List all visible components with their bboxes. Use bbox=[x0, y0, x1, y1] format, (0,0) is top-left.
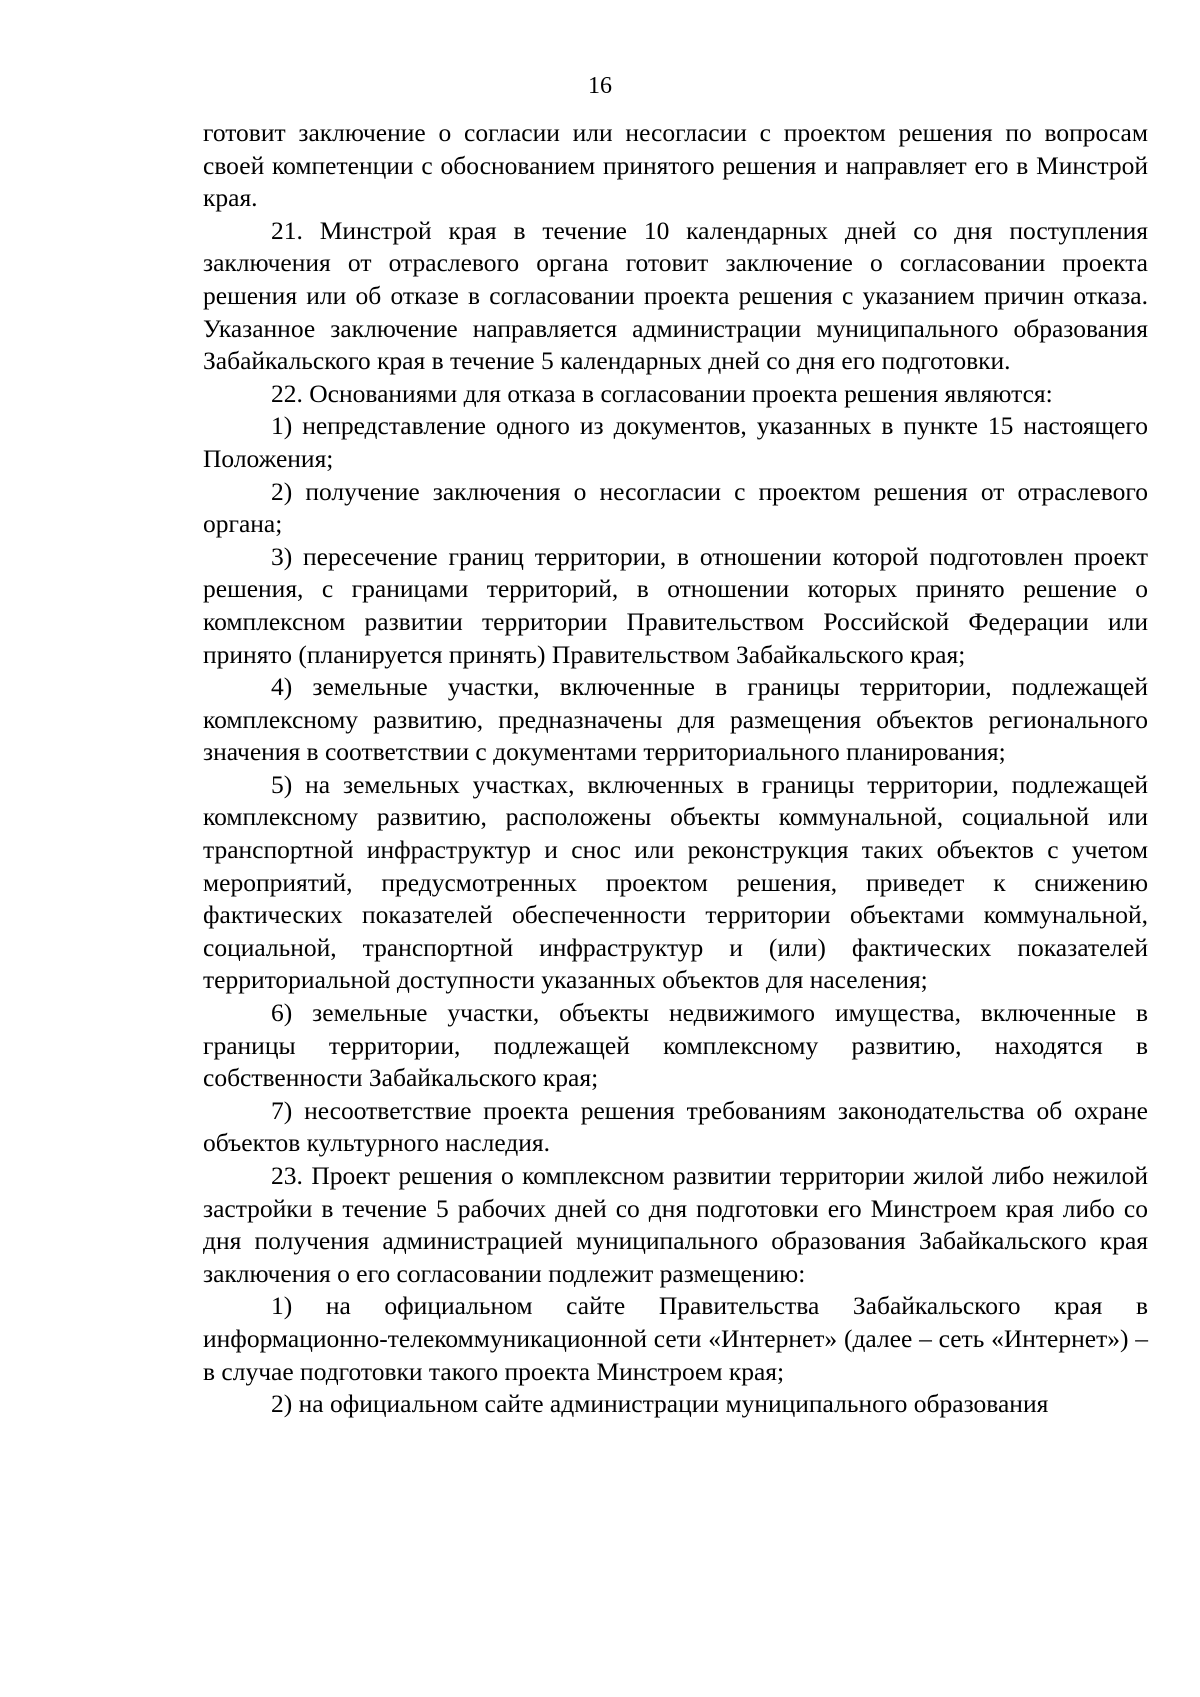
list-item-22-6: 6) земельные участки, объекты недвижимого имущества, включенные в границы территории, подлежащей комплексному развитию, находятся в собственности Забайкальского края; bbox=[203, 998, 1148, 1093]
paragraph-continuation: готовит заключение о согласии или несогласии с проектом решения по вопросам своей компетенции с обоснованием принятого решения и направляет его в Минстрой края. bbox=[203, 118, 1148, 213]
list-item-22-2: 2) получение заключения о несогласии с проектом решения от отраслевого органа; bbox=[203, 476, 1148, 539]
list-item-22-7: 7) несоответствие проекта решения требованиям законодательства об охране объектов культурного наследия. bbox=[203, 1095, 1148, 1158]
list-item-22-5: 5) на земельных участках, включенных в границы территории, подлежащей комплексному развитию, расположены объекты коммунальной, социальной или транспортной инфраструктур и снос или реконструкция таких объектов с учетом мероприятий, предусмотренных проектом решения, приведет к снижению фактических показателей обеспеченности территории объектами коммунальной, социальной, транспортной инфраструктур и (или) фактических показателей территориальной доступности указанных объектов для населения; bbox=[203, 769, 1148, 995]
paragraph-item-21: 21. Минстрой края в течение 10 календарных дней со дня поступления заключения от отраслевого органа готовит заключение о согласовании проекта решения или об отказе в согласовании проекта решения с указанием причин отказа. Указанное заключение направляется администрации муниципального образования Забайкальского края в течение 5 календарных дней со дня его подготовки. bbox=[203, 215, 1148, 376]
list-item-22-4: 4) земельные участки, включенные в границы территории, подлежащей комплексному развитию, предназначены для размещения объектов регионального значения в соответствии с документами территориального планирования; bbox=[203, 672, 1148, 767]
list-item-22-1: 1) непредставление одного из документов, указанных в пункте 15 настоящего Положения; bbox=[203, 411, 1148, 473]
page-number: 16 bbox=[588, 73, 612, 99]
list-item-23-2: 2) на официальном сайте администрации муниципального образования bbox=[271, 1389, 1049, 1419]
paragraph-item-23: 23. Проект решения о комплексном развитии территории жилой либо нежилой застройки в течение 5 рабочих дней со дня подготовки его Минстроем края либо со дня получения администрацией муниципального образования Забайкальского края заключения о его согласовании подлежит размещению: bbox=[203, 1161, 1148, 1288]
paragraph-item-22: 22. Основаниями для отказа в согласовании проекта решения являются: bbox=[271, 378, 1053, 408]
list-item-23-1: 1) на официальном сайте Правительства Забайкальского края в информационно-телекоммуникационной сети «Интернет» (далее – сеть «Интернет») – в случае подготовки такого проекта Минстроем края; bbox=[203, 1291, 1148, 1386]
list-item-22-3: 3) пересечение границ территории, в отношении которой подготовлен проект решения, с границами территорий, в отношении которых принято решение о комплексном развитии территории Правительством Российской Федерации или принято (планируется принять) Правительством Забайкальского края; bbox=[203, 541, 1148, 669]
document-body bbox=[203, 117, 1148, 1421]
